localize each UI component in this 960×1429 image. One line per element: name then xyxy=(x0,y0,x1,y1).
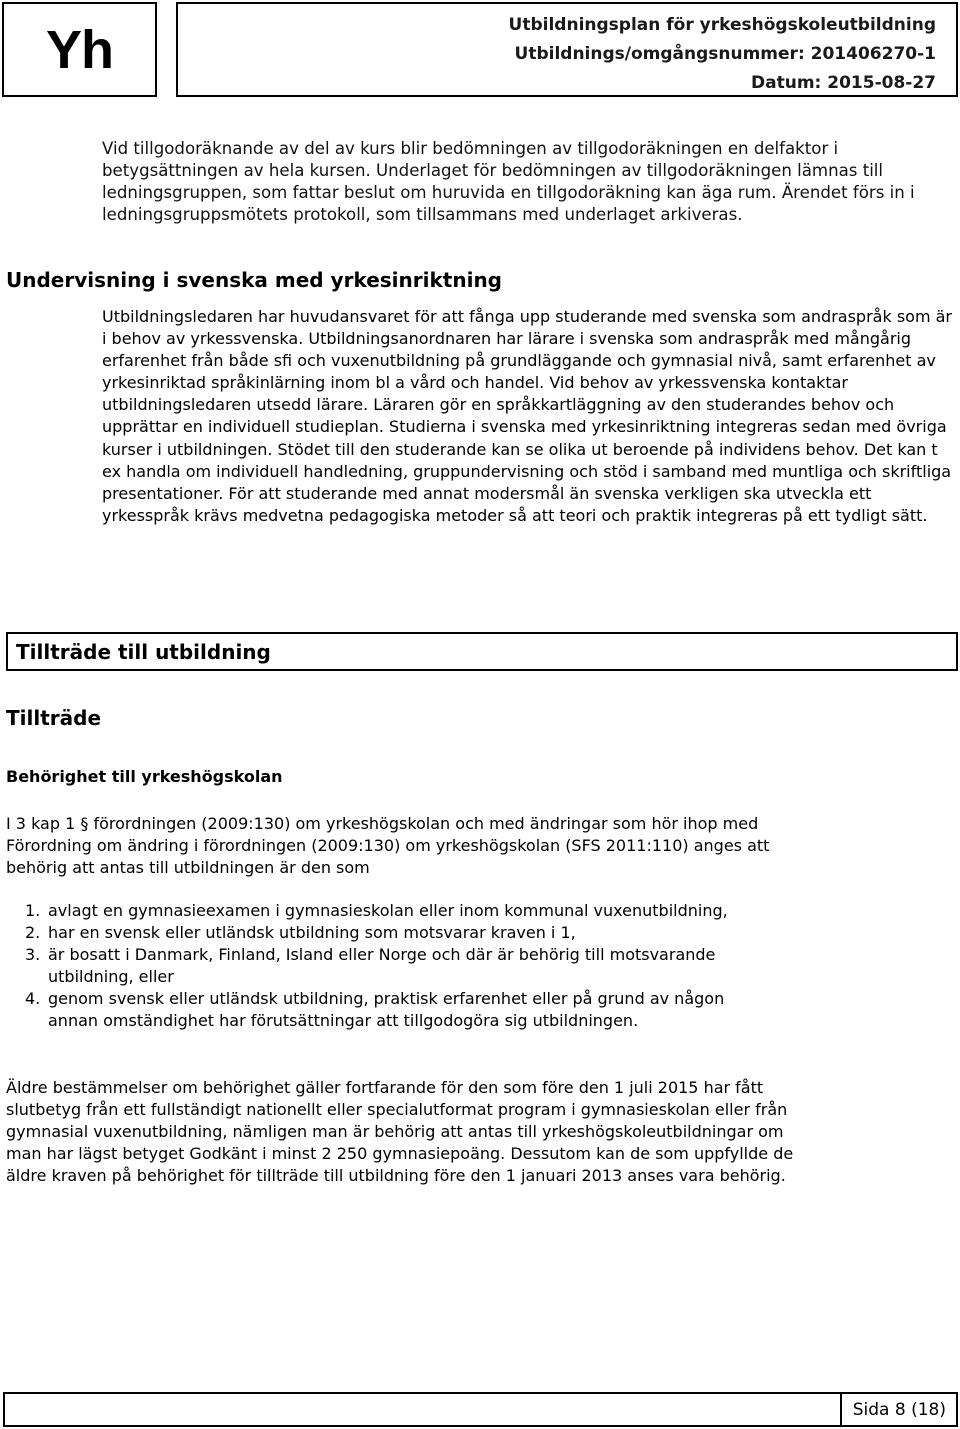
document-number: Utbildnings/omgångsnummer: 201406270-1 xyxy=(514,44,936,64)
list-item xyxy=(0,944,960,988)
section-header-box xyxy=(6,632,958,671)
section-title: Tillträde till utbildning xyxy=(16,640,271,664)
undervisning-heading: Undervisning i svenska med yrkesinriktning xyxy=(6,268,502,292)
list-item-number: 1. xyxy=(25,901,41,920)
footer-divider xyxy=(840,1394,842,1425)
list-item-text: är bosatt i Danmark, Finland, Island eller Norge och där är behörig till motsvarande utbildning, eller xyxy=(48,945,716,986)
list-item-text: har en svensk eller utländsk utbildning som motsvarar kraven i 1, xyxy=(48,923,576,942)
undervisning-paragraph: Utbildningsledaren har huvudansvaret för att fånga upp studerande med svenska som andraspråk som är i behov av yrkessvenska. Utbildningsanordnaren har lärare i svenska som andraspråk med mångårig erfarenhet från både sfi och vuxenutbildning på grundläggande och gymnasial nivå, samt erfarenhet av yrkesinriktad språkinlärning inom bl a vård och handel. Vid behov av yrkessvenska kontaktar utbildningsledaren utsedd lärare. Läraren gör en språkkartläggning av den studerandes behov och upprättar en individuell studieplan. Studierna i svenska med yrkesinriktning integreras sedan med övriga kurser i utbildningen. Stödet till den studerande kan se olika ut beroende på individens behov. Det kan t ex handla om individuell handledning, gruppundervisning och stöd i samband med muntliga och skriftliga presentationer. För att studerande med annat modersmål än svenska verkligen ska utveckla ett yrkesspråk krävs medvetna pedagogiska metoder så att teori och praktik integreras på ett tydligt sätt. xyxy=(102,307,952,525)
behorighet-intro-paragraph: I 3 kap 1 § förordningen (2009:130) om yrkeshögskolan och med ändringar som hör ihop med Förordning om ändring i förordningen (2009:130) om yrkeshögskolan (SFS 2011:110) anges att behörig att antas till utbildningen är den som xyxy=(6,814,770,877)
behorighet-heading: Behörighet till yrkeshögskolan xyxy=(6,767,283,786)
list-item xyxy=(0,988,960,1032)
list-item xyxy=(0,922,960,944)
list-item xyxy=(0,900,960,922)
aldre-bestammelser-paragraph: Äldre bestämmelser om behörighet gäller fortfarande för den som före den 1 juli 2015 har fått slutbetyg från ett fullständigt nationellt eller specialutformat program i gymnasieskolan eller från gymnasial vuxenutbildning, nämligen man är behörig att antas till yrkeshögskoleutbildningar om man har lägst betyget Godkänt i minst 2 250 gymnasiepoäng. Dessutom kan de som uppfyllde de äldre kraven på behörighet för tillträde till utbildning före den 1 januari 2013 anses vara behörig. xyxy=(6,1078,794,1185)
yh-logo xyxy=(2,2,157,97)
logo-text: Yh xyxy=(45,19,113,80)
list-item-number: 2. xyxy=(25,923,41,942)
tilltrade-heading: Tillträde xyxy=(6,706,102,730)
page-number: Sida 8 (18) xyxy=(852,1400,946,1420)
list-item-number: 3. xyxy=(25,945,41,964)
list-item-text: genom svensk eller utländsk utbildning, praktisk erfarenhet eller på grund av någon annan omständighet har förutsättningar att tillgodogöra sig utbildningen. xyxy=(48,989,725,1030)
page-footer xyxy=(3,1392,958,1427)
document-date: Datum: 2015-08-27 xyxy=(751,73,936,93)
list-item-text: avlagt en gymnasieexamen i gymnasieskolan eller inom kommunal vuxenutbildning, xyxy=(48,901,728,920)
list-item-number: 4. xyxy=(25,989,41,1008)
document-header xyxy=(176,2,958,97)
requirements-list xyxy=(0,900,960,1032)
document-title: Utbildningsplan för yrkeshögskoleutbildning xyxy=(508,15,936,35)
intro-paragraph: Vid tillgodoräknande av del av kurs blir bedömningen av tillgodoräkningen en delfaktor i betygsättningen av hela kursen. Underlaget för bedömningen av tillgodoräkningen lämnas till ledningsgruppen, som fattar beslut om huruvida en tillgodoräkning kan äga rum. Ärendet förs in i ledningsgruppsmötets protokoll, som tillsammans med underlaget arkiveras. xyxy=(102,139,915,224)
